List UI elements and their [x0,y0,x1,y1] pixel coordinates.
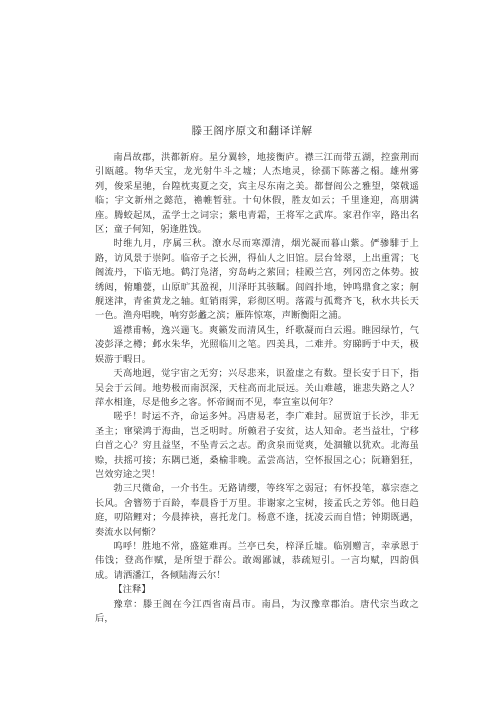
paragraph-2: 时维九月，序属三秋。潦水尽而寒潭清，烟光凝而暮山紫。俨骖騑于上路，访风景于崇阿。临帝子之长洲，得仙人之旧馆。层台耸翠，上出重霄；飞阁流丹，下临无地。鹤汀凫渚，穷岛屿之萦回；桂殿兰宫，列冈峦之体势。披绣闼，俯雕甍，山原旷其盈视，川泽盱其骇瞩。闾阎扑地，钟鸣鼎食之家；舸舰迷津，青雀黄龙之轴。虹销雨霁，彩彻区明。落霞与孤鹜齐飞，秋水共长天一色。渔舟唱晚，响穷彭蠡之滨；雁阵惊寒，声断衡阳之浦。 [95,238,419,322]
paragraph-4: 天高地迥，觉宇宙之无穷；兴尽悲来，识盈虚之有数。望长安于日下，指吴会于云间。地势极而南溟深，天柱高而北辰远。关山难越，谁悲失路之人？萍水相逢，尽是他乡之客。怀帝阍而不见，奉宣室以何年？ [95,368,419,408]
document-body [95,151,419,626]
notes-text: 豫章：滕王阁在今江西省南昌市。南昌，为汉豫章郡治。唐代宗当政之后， [95,598,419,624]
notes-heading: 【注释】 [113,584,151,596]
paragraph-3: 遥襟甫畅，逸兴遄飞。爽籁发而清风生，纤歌凝而白云遏。睢园绿竹，气凌彭泽之樽；邺水朱华，光照临川之笔。四美具，二难并。穷睇眄于中天，极娱游于暇日。 [95,324,419,365]
paragraph-6: 勃三尺微命，一介书生。无路请缨，等终军之弱冠；有怀投笔，慕宗悫之长风。舍簪笏于百龄，奉晨昏于万里。非谢家之宝树，接孟氏之芳邻。他日趋庭，叨陪鲤对；今晨捧袂，喜托龙门。杨意不逢，抚凌云而自惜；钟期既遇，奏流水以何惭？ [95,483,419,538]
document-title: 滕王阁序原文和翻译详解 [191,125,313,137]
paragraph-5: 嗟乎！时运不齐，命运多舛。冯唐易老，李广难封。屈贾谊于长沙，非无圣主；窜梁鸿于海曲，岂乏明时。所赖君子安贫，达人知命。老当益壮，宁移白首之心？穷且益坚，不坠青云之志。酌贪泉而觉爽，处涸辙以犹欢。北海虽赊，扶摇可接；东隅已逝，桑榆非晚。孟尝高洁，空怀报国之心；阮籍猖狂，岂效穷途之哭！ [95,411,419,480]
paragraph-1: 南昌故郡，洪都新府。星分翼轸，地接衡庐。襟三江而带五湖，控蛮荆而引瓯越。物华天宝，龙光射牛斗之墟；人杰地灵，徐孺下陈蕃之榻。雄州雾列，俊采星驰，台隍枕夷夏之交，宾主尽东南之美。都督阎公之雅望，棨戟遥临；宇文新州之懿范，襜帷暂驻。十旬休假，胜友如云；千里逢迎，高朋满座。腾蛟起凤，孟学士之词宗；紫电青霜，王将军之武库。家君作宰，路出名区；童子何知，躬逢胜饯。 [95,152,419,236]
paragraph-7: 呜呼！胜地不常，盛筵难再。兰亭已矣，梓泽丘墟。临别赠言，幸承恩于伟饯；登高作赋，是所望于群公。敢竭鄙诚，恭疏短引。一言均赋，四韵俱成。请洒潘江，各倾陆海云尔！ [95,540,419,581]
